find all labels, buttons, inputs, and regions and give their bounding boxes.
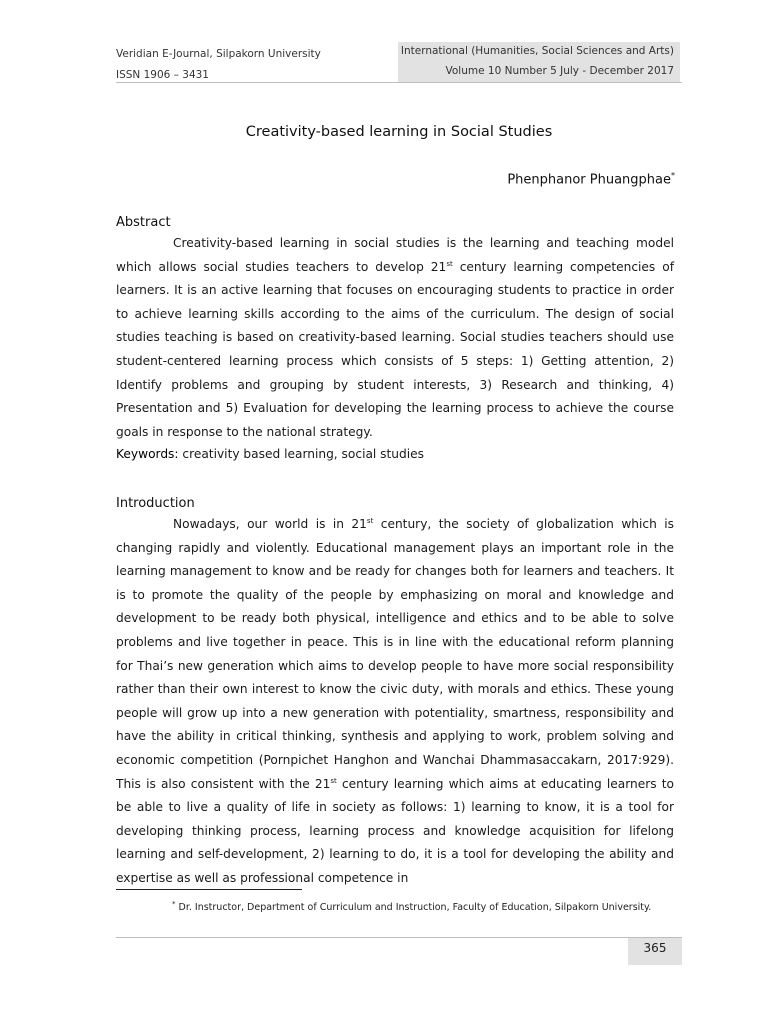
running-header-right	[398, 42, 680, 82]
abstract-paragraph	[116, 232, 674, 444]
footnote-mark: *	[172, 900, 176, 908]
author-name: Phenphanor Phuangphae	[507, 172, 671, 188]
abstract-text-a: Creativity-based learning in social studies is the learning and teaching model which allows social studies teachers to develop 21	[116, 236, 674, 274]
footnote	[172, 900, 672, 913]
intro-text-b: century, the society of globalization which is changing rapidly and violently. Educational management plays an important role in the learning management to know and be ready for changes both for learners and teachers. It is to promote the quality of the people by emphasizing on moral and knowledge and development to be ready both physical, intelligence and ethics and to be able to solve problems and live together in peace. This is in line with the educational reform planning for Thai’s new generation which aims to develop people to have more social responsibility rather than their own interest to know the civic duty, with morals and ethics. These young people will grow up into a new generation with potentiality, smartness, responsibility and have the ability in critical thinking, synthesis and applying to work, problem solving and economic competition (Pornpichet Hanghon and Wanchai Dhammasaccakarn, 2017:929). This is also consistent with the 21	[116, 517, 675, 791]
keywords-label: Keywords:	[116, 447, 179, 461]
issn: ISSN 1906 – 3431	[116, 69, 209, 81]
keywords-text: creativity based learning, social studies	[178, 447, 425, 461]
intro-sup-1: st	[366, 516, 374, 525]
abstract-text-b: century learning competencies of learners. It is an active learning that focuses on encouraging students to practice in order to achieve learning skills according to the aims of the curriculum. The design of social studies teaching is based on creativity-based learning. Social studies teachers should use student-centered learning process which consists of 5 steps: 1) Getting attention, 2) Identify problems and grouping by student interests, 3) Research and thinking, 4) Presentation and 5) Evaluation for developing the learning process to achieve the course goals in response to the national strategy.	[116, 259, 674, 439]
page-number: 365	[628, 938, 682, 965]
footnote-text: Dr. Instructor, Department of Curriculum and Instruction, Faculty of Education, Silpakorn University.	[175, 902, 652, 914]
intro-text-a: Nowadays, our world is in 21	[173, 517, 367, 531]
abstract-sup: st	[446, 259, 453, 268]
header-rule	[116, 82, 682, 83]
footnote-rule	[116, 889, 302, 890]
intro-text-c: century learning which aims at educating learners to be able to live a quality of life in society as follows: 1) learning to know, it is a tool for developing thinking process, learning process and knowledge acquisition for lifelong learning and self-development, 2) learning to do, it is a tool for developing the ability and expertise as well as professional competence in	[116, 776, 674, 885]
introduction-paragraph	[116, 513, 674, 891]
journal-edition: International (Humanities, Social Sciences and Arts)	[400, 45, 674, 57]
journal-name: Veridian E-Journal, Silpakorn University	[116, 48, 321, 60]
abstract-heading: Abstract	[116, 215, 171, 230]
volume-info: Volume 10 Number 5 July - December 2017	[445, 65, 674, 77]
footer-rule	[116, 937, 682, 938]
keywords-line	[116, 447, 674, 461]
author-line	[116, 171, 675, 187]
introduction-heading: Introduction	[116, 496, 195, 511]
author-footnote-mark: *	[671, 171, 675, 180]
intro-sup-2: st	[330, 776, 337, 785]
running-header-left	[116, 44, 396, 86]
paper-title: Creativity-based learning in Social Studies	[245, 124, 553, 140]
